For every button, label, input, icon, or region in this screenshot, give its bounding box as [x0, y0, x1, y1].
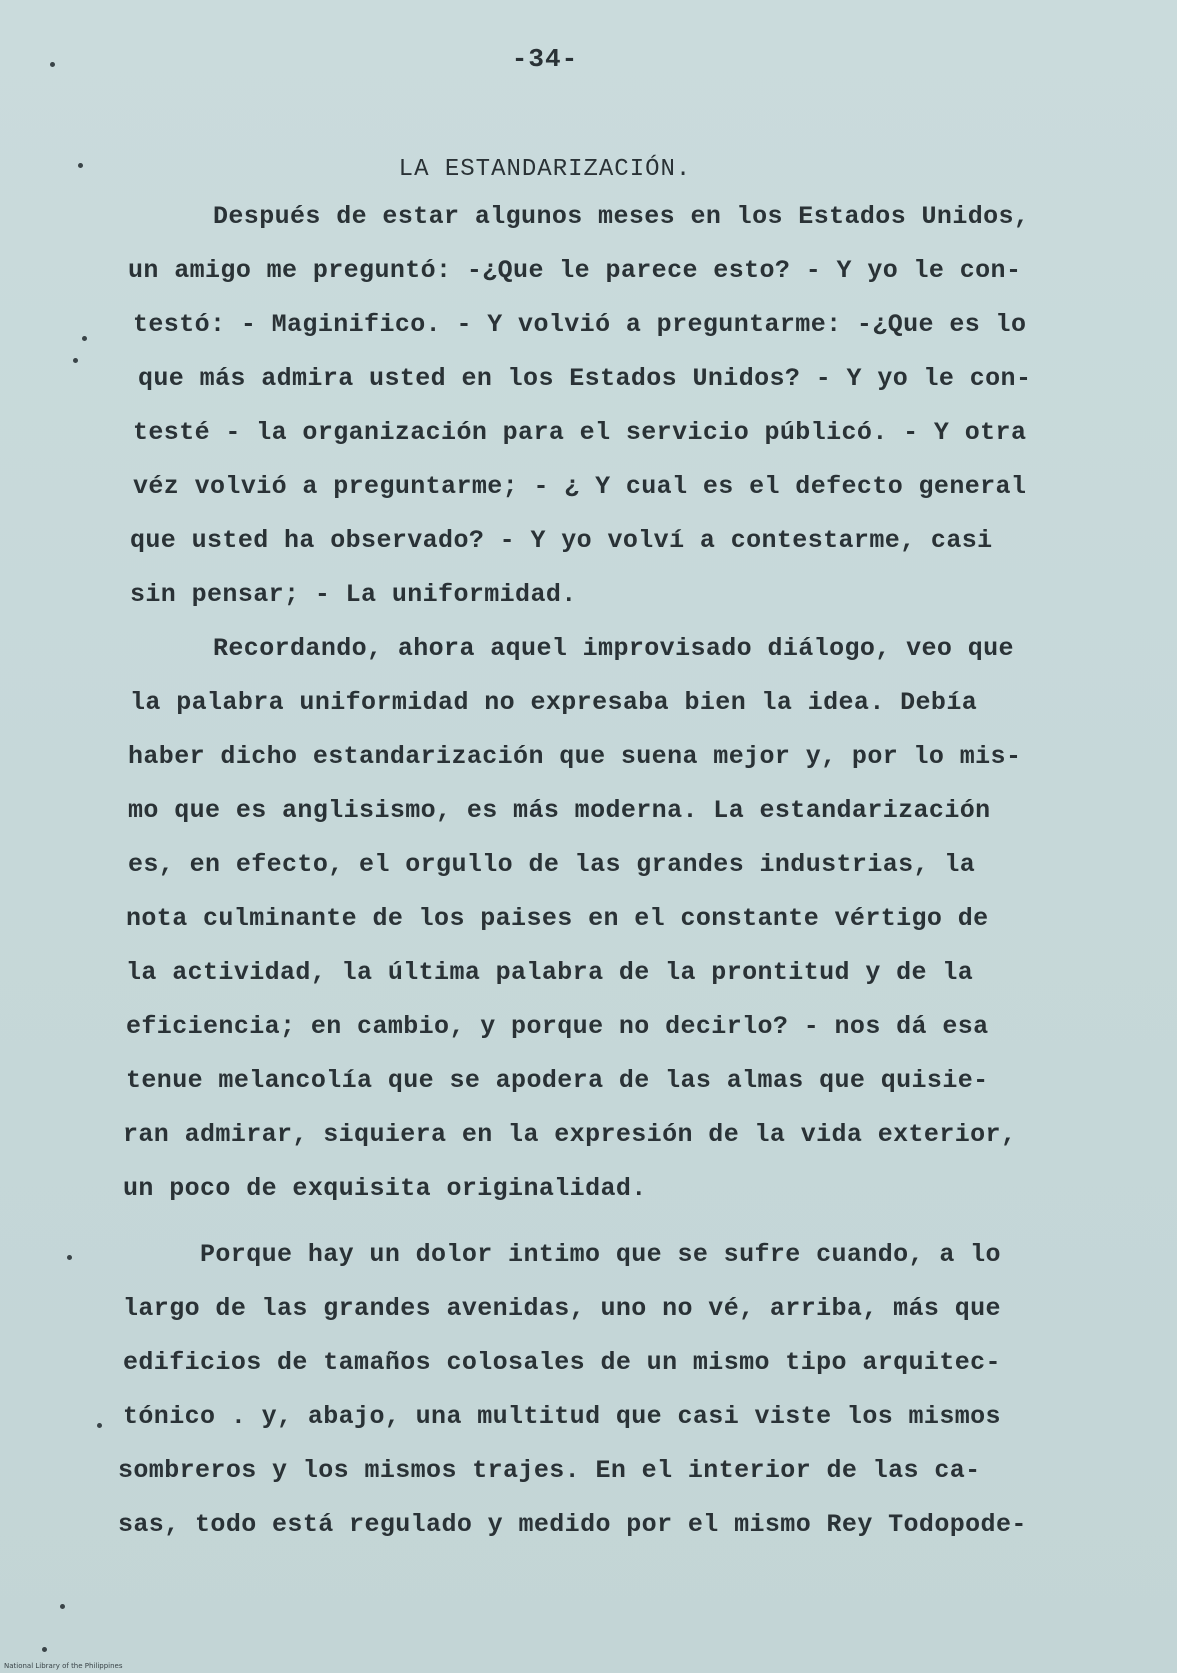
text-line: mo que es anglisismo, es más moderna. La estandarización — [128, 796, 991, 825]
text-line: nota culminante de los paises en el constante vértigo de — [126, 904, 989, 933]
ink-speck — [73, 358, 78, 363]
ink-speck — [97, 1423, 102, 1428]
text-line: testé - la organización para el servicio públicó. - Y otra — [133, 418, 1027, 447]
text-line: tenue melancolía que se apodera de las almas que quisie- — [126, 1066, 989, 1095]
text-line: tónico . y, abajo, una multitud que casi viste los mismos — [123, 1402, 1001, 1431]
text-line: eficiencia; en cambio, y porque no decirlo? - nos dá esa — [126, 1012, 989, 1041]
text-line: que más admira usted en los Estados Unidos? - Y yo le con- — [138, 364, 1032, 393]
text-line: sombreros y los mismos trajes. En el interior de las ca- — [118, 1456, 981, 1485]
ink-speck — [67, 1255, 72, 1260]
ink-speck — [60, 1604, 65, 1609]
text-line: edificios de tamaños colosales de un mismo tipo arquitec- — [123, 1348, 1001, 1377]
text-line: ran admirar, siquiera en la expresión de la vida exterior, — [123, 1120, 1017, 1149]
page-number: -34- — [511, 44, 579, 74]
text-line: sas, todo está regulado y medido por el mismo Rey Todopode- — [118, 1510, 1027, 1539]
text-line: la actividad, la última palabra de la prontitud y de la — [126, 958, 974, 987]
text-line: un poco de exquisita originalidad. — [123, 1174, 647, 1203]
text-line: que usted ha observado? - Y yo volví a contestarme, casi — [130, 526, 993, 555]
text-line: véz volvió a preguntarme; - ¿ Y cual es el defecto general — [133, 472, 1027, 501]
ink-speck — [42, 1647, 47, 1652]
text-line: Recordando, ahora aquel improvisado diálogo, veo que — [213, 634, 1014, 663]
text-line: haber dicho estandarización que suena mejor y, por lo mis- — [128, 742, 1022, 771]
text-line: sin pensar; - La uniformidad. — [130, 580, 577, 609]
ink-speck — [78, 163, 83, 168]
text-line: largo de las grandes avenidas, uno no vé, arriba, más que — [123, 1294, 1001, 1323]
text-line: Después de estar algunos meses en los Estados Unidos, — [213, 202, 1030, 231]
text-line: testó: - Maginifico. - Y volvió a preguntarme: -¿Que es lo — [133, 310, 1027, 339]
footer-credit: National Library of the Philippines — [4, 1662, 123, 1670]
text-line: la palabra uniformidad no expresaba bien la idea. Debía — [130, 688, 978, 717]
page-title: LA ESTANDARIZACIÓN. — [398, 156, 692, 183]
text-line: Porque hay un dolor intimo que se sufre cuando, a lo — [200, 1240, 1001, 1269]
ink-speck — [82, 336, 87, 341]
text-line: es, en efecto, el orgullo de las grandes industrias, la — [128, 850, 976, 879]
ink-speck — [50, 62, 55, 67]
text-line: un amigo me preguntó: -¿Que le parece esto? - Y yo le con- — [128, 256, 1022, 285]
